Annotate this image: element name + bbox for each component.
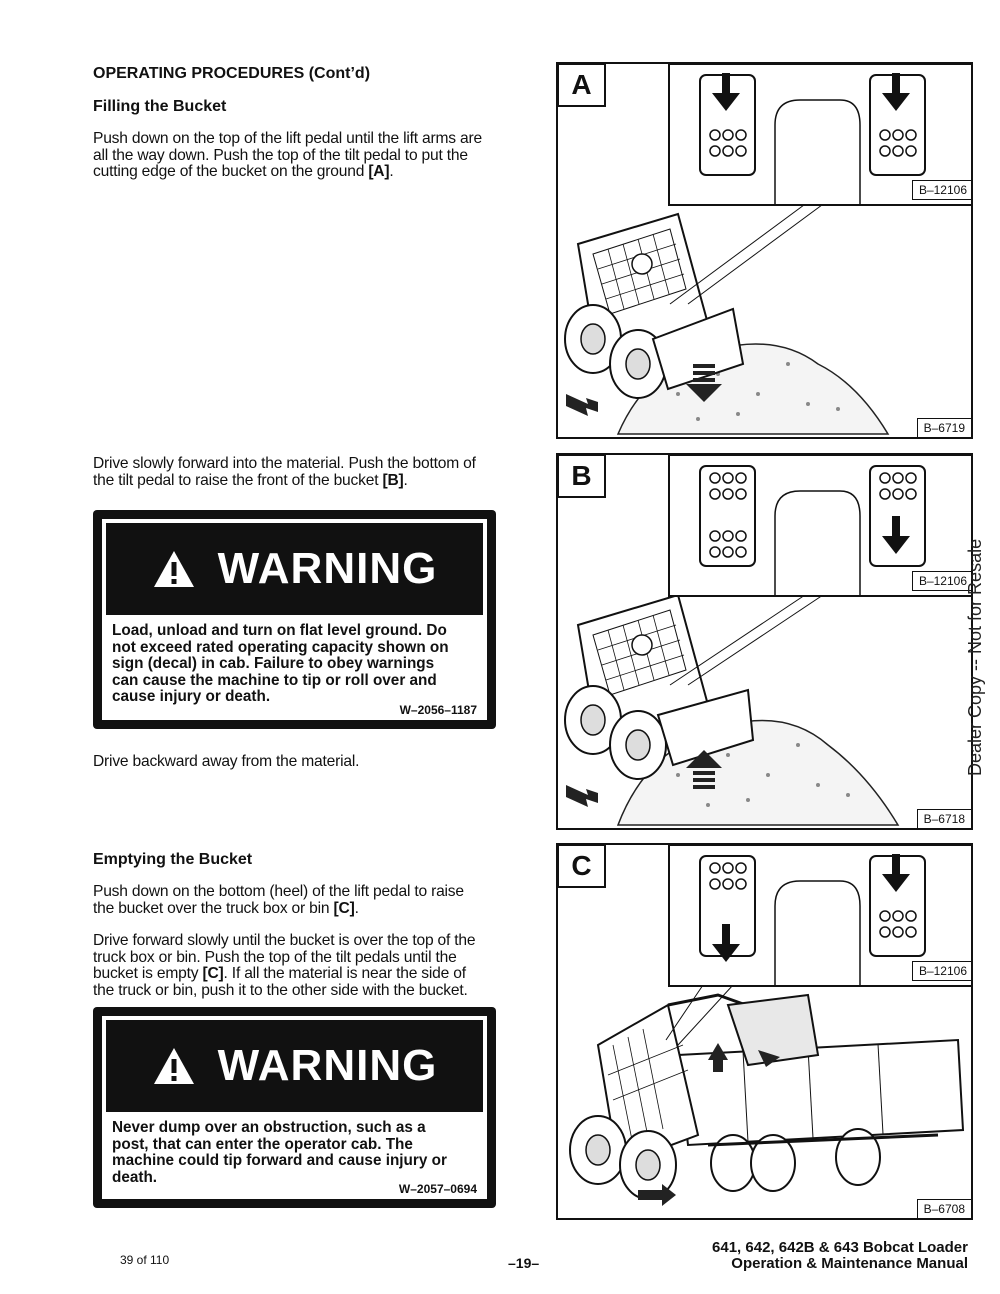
text-line: Push down on the top of the lift pedal until the lift arms are (93, 130, 482, 147)
figure-code: B–6719 (917, 418, 972, 438)
section-title: OPERATING PROCEDURES (Cont’d) (93, 65, 371, 82)
warning-title: WARNING (217, 544, 438, 593)
pedal-inset (668, 454, 973, 597)
filling-paragraph-1 (93, 131, 503, 181)
text-line: truck box or bin. Push the top of the tilt pedals until the (93, 948, 457, 966)
dealer-copy-watermark: Dealer Copy -- Not for Resale (965, 538, 985, 776)
figure-ref: [A] (368, 163, 390, 180)
page-number: –19– (508, 1255, 540, 1271)
figure-code: B–6718 (917, 809, 972, 829)
text-line: cutting edge of the bucket on the ground [A]. (93, 163, 394, 180)
inset-code: B–12106 (912, 571, 973, 591)
warning-code: W–2056–1187 (399, 703, 477, 717)
warning-header (106, 523, 483, 615)
figure-letter: B (557, 454, 606, 498)
warning-header (106, 1020, 483, 1112)
emptying-heading: Emptying the Bucket (93, 851, 253, 868)
figure-ref: [C] (333, 899, 355, 917)
warning-code: W–2057–0694 (398, 1182, 477, 1196)
emptying-paragraph-2 (93, 933, 503, 999)
manual-title: 641, 642, 642B & 643 Bobcat Loader Operation & Maintenance Manual (712, 1239, 968, 1272)
figure-ref: [C] (202, 965, 224, 982)
figure-ref: [B] (382, 471, 404, 489)
figure-letter: C (557, 844, 606, 888)
text-line: the tilt pedal to raise the front of the bucket [B]. (93, 471, 408, 489)
inset-code: B–12106 (912, 961, 973, 981)
warning-text: Load, unload and turn on flat level ground. Do not exceed rated operating capacity shown on sign (decal) in cab. Failure to obey warnings can cause the machine to tip or roll over and cause injury or death. (112, 622, 449, 705)
page-count: 39 of 110 (120, 1253, 170, 1267)
filling-paragraph-2 (93, 456, 503, 489)
pedal-inset (668, 844, 973, 987)
warning-box-2 (93, 1007, 496, 1208)
filling-heading: Filling the Bucket (93, 98, 227, 115)
pedal-inset (668, 63, 973, 206)
text-line: Push down on the bottom (heel) of the lift pedal to raise (93, 883, 464, 900)
warning-triangle-icon (152, 549, 196, 589)
warning-triangle-icon (152, 1046, 196, 1086)
text-line: the bucket over the truck box or bin [C]. (93, 899, 359, 917)
text-line: bucket is empty [C]. If all the material is near the side of (93, 965, 466, 982)
text-line: Drive forward slowly until the bucket is over the top of the (93, 932, 476, 949)
text-line: all the way down. Push the top of the tilt pedal to put the (93, 146, 468, 164)
warning-text: Never dump over an obstruction, such as a post, that can enter the operator cab. The machine could tip forward and cause injury or death. (112, 1119, 447, 1186)
warning-box-1 (93, 510, 496, 729)
drive-back-text: Drive backward away from the material. (93, 753, 360, 770)
warning-title: WARNING (217, 1041, 438, 1090)
figure-code: B–6708 (917, 1199, 972, 1219)
text-line: the truck or bin, push it to the other side with the bucket. (93, 981, 468, 999)
text-line: Drive slowly forward into the material. Push the bottom of (93, 455, 476, 472)
figure-a (556, 62, 973, 439)
figure-letter: A (557, 63, 606, 107)
emptying-paragraph-1 (93, 884, 503, 917)
figure-c (556, 843, 973, 1220)
inset-code: B–12106 (912, 180, 973, 200)
figure-b (556, 453, 973, 830)
